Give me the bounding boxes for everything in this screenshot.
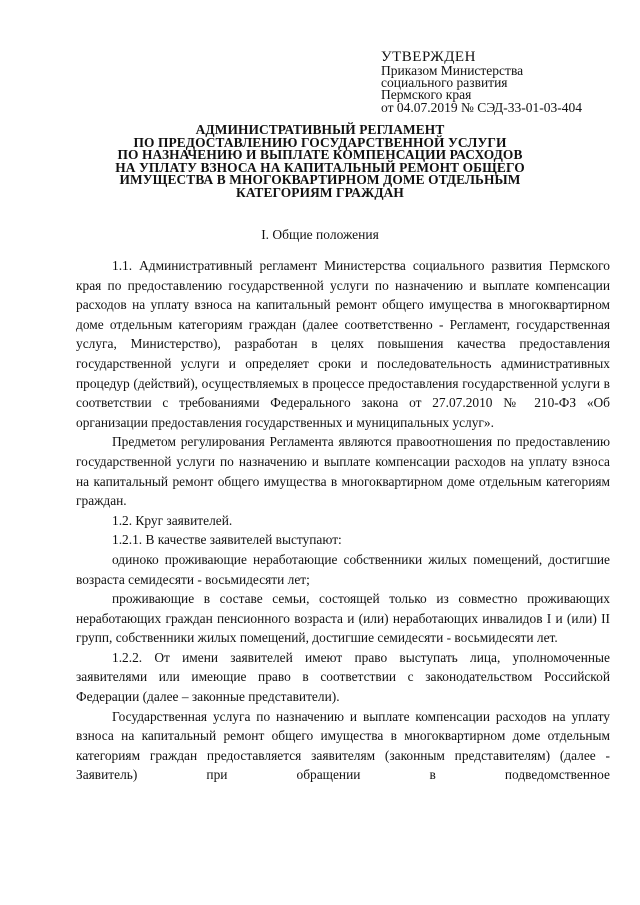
paragraph: проживающие в составе семьи, состоящей только из совместно проживающих неработающих граждан пенсионного возраста и (или) неработающих инвалидов I и (или) II групп, собственники жилых помещений, достигшие семидесяти - восьмидесяти лет. bbox=[76, 591, 610, 646]
paragraph: Государственная услуга по назначению и выплате компенсации расходов на уплату взноса на капитальный ремонт общего имущества в многоквартирном доме отдельным категориям граждан предоставляется заявителям (законным представителям) (далее - Заявитель) при обращении в подведомственное bbox=[76, 708, 610, 783]
section-heading: I. Общие положения bbox=[261, 227, 379, 242]
title-line: ИМУЩЕСТВА В МНОГОКВАРТИРНОМ ДОМЕ ОТДЕЛЬНЫМ bbox=[119, 172, 521, 188]
document-title bbox=[100, 124, 540, 200]
approval-line: от 04.07.2019 № СЭД-33-01-03-404 bbox=[381, 99, 582, 115]
approval-line: социального развития bbox=[381, 75, 508, 91]
paragraph: одиноко проживающие неработающие собственники жилых помещений, достигшие возраста семидесяти - восьмидесяти лет; bbox=[76, 551, 610, 587]
title-line: НА УПЛАТУ ВЗНОСА НА КАПИТАЛЬНЫЙ РЕМОНТ ОБЩЕГО bbox=[115, 159, 525, 175]
paragraph: 1.2. Круг заявителей. bbox=[112, 512, 233, 528]
paragraph: Предметом регулирования Регламента являются правоотношения по предоставлению государственной услуги по назначению и выплате компенсации расходов на уплату взноса на капитальный ремонт общего имущества в многоквартирном доме отдельным категориям граждан. bbox=[76, 434, 610, 509]
paragraph: 1.1. Административный регламент Министерства социального развития Пермского края по предоставлению государственной услуги по назначению и выплате компенсации расходов на уплату взноса на капитальный ремонт общего имущества в многоквартирном доме отдельным категориям граждан (далее соответственно - Регламент, государственная услуга, Министерство), разработан в целях повышения качества предоставления государственной услуги и определяет сроки и последовательность административных процедур (действий), осуществляемых в процессе предоставления государственной услуги в соответствии с требованиями Федерального закона от 27.07.2010 № 210-ФЗ «Об организации предоставления государственных и муниципальных услуг». bbox=[76, 258, 610, 430]
paragraph: 1.2.1. В качестве заявителей выступают: bbox=[112, 532, 342, 548]
document-body bbox=[76, 256, 610, 785]
title-line: АДМИНИСТРАТИВНЫЙ РЕГЛАМЕНТ bbox=[195, 122, 445, 137]
approval-stamp bbox=[381, 50, 631, 114]
title-line: ПО ПРЕДОСТАВЛЕНИЮ ГОСУДАРСТВЕННОЙ УСЛУГИ bbox=[133, 134, 507, 150]
title-line: КАТЕГОРИЯМ ГРАЖДАН bbox=[236, 184, 404, 200]
approval-line: Приказом Министерства bbox=[381, 63, 524, 78]
approval-title: УТВЕРЖДЕН bbox=[381, 49, 476, 65]
approval-line: Пермского края bbox=[381, 87, 472, 103]
title-line: ПО НАЗНАЧЕНИЮ И ВЫПЛАТЕ КОМПЕНСАЦИИ РАСХОДОВ bbox=[117, 147, 523, 163]
paragraph: 1.2.2. От имени заявителей имеют право выступать лица, уполномоченные заявителями или имеющие право в соответствии с законодательством Российской Федерации (далее – законные представители). bbox=[76, 649, 610, 705]
